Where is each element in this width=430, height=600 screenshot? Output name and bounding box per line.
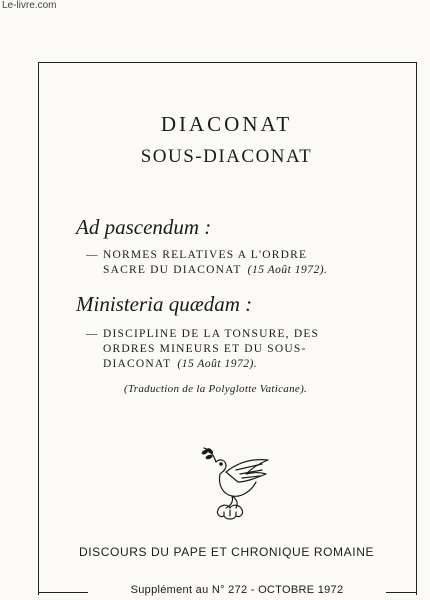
- document-date: (15 Août 1972).: [177, 358, 258, 370]
- document-heading-ministeria-quaedam: Ministeria quædam :: [76, 292, 253, 316]
- publication-title: DISCOURS DU PAPE ET CHRONIQUE ROMAINE: [78, 545, 375, 559]
- document-description-ad-pascendum: [86, 248, 403, 278]
- description-line: ORDRES MINEURS ET DU SOUS-: [103, 343, 307, 355]
- description-line: DISCIPLINE DE LA TONSURE, DES: [103, 328, 320, 340]
- translation-note: (Traduction de la Polyglotte Vaticane).: [124, 383, 308, 395]
- description-line: NORMES RELATIVES A L'ORDRE: [103, 249, 308, 261]
- document-description-ministeria-quaedam: [86, 327, 403, 372]
- document-date: (15 Août 1972).: [247, 264, 328, 276]
- dove-with-olive-branch-icon: [196, 442, 276, 526]
- document-heading-ad-pascendum: Ad pascendum :: [76, 215, 212, 239]
- supplement-line: Supplément au N° 272 - OCTOBRE 1972: [88, 584, 386, 596]
- watermark: Le-livre.com: [2, 0, 57, 11]
- dash: —: [86, 328, 99, 340]
- description-line: DIACONAT (15 Août 1972).: [103, 358, 258, 370]
- dash: —: [86, 249, 99, 261]
- cover-title: DIACONAT: [160, 112, 293, 136]
- description-line: SACRE DU DIACONAT (15 Août 1972).: [103, 264, 328, 276]
- cover-subtitle: SOUS-DIACONAT: [140, 146, 313, 167]
- frame-bottom-rule-right: [386, 592, 416, 593]
- frame-bottom-rule-left: [38, 592, 88, 593]
